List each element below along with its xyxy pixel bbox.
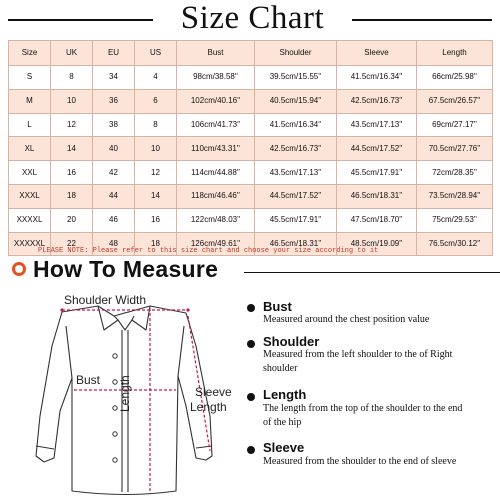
table-cell: 126cm/49.61'' — [177, 232, 255, 256]
table-cell: 39.5cm/15.55'' — [255, 66, 337, 90]
bullet-icon — [247, 304, 255, 312]
table-cell: 4 — [135, 66, 177, 90]
table-cell: 40 — [93, 137, 135, 161]
table-cell: XXL — [9, 161, 51, 185]
table-cell: 45.5cm/17.91'' — [337, 161, 417, 185]
shoulder-description: Measured from the left shoulder to the of Right shoulder — [263, 349, 453, 374]
table-cell: 34 — [93, 66, 135, 90]
table-cell: 110cm/43.31'' — [177, 137, 255, 161]
sleeve-length-label: Length — [190, 400, 227, 414]
table-cell: 44.5cm/17.52'' — [337, 137, 417, 161]
table-row — [9, 137, 493, 161]
shirt-button — [113, 354, 117, 358]
size-note: PLEASE NOTE: Please refer to this size chart and choose your size according to it — [38, 247, 379, 255]
table-cell: 44.5cm/17.52'' — [255, 184, 337, 208]
table-cell: 16 — [51, 161, 93, 185]
section-title: How To Measure — [33, 256, 219, 282]
measure-endpoint — [186, 308, 189, 311]
bust-heading: Bust — [263, 299, 292, 314]
table-cell: 8 — [135, 113, 177, 137]
table-cell: XL — [9, 137, 51, 161]
table-cell: 16 — [135, 208, 177, 232]
shirt-cuff — [36, 446, 212, 449]
table-cell: 75cm/29.53'' — [417, 208, 493, 232]
title-rule-left — [8, 19, 153, 21]
measure-endpoint — [60, 308, 63, 311]
length-label: Length — [118, 375, 132, 412]
table-cell: 42.5cm/16.73'' — [337, 89, 417, 113]
shirt-button — [113, 380, 117, 384]
table-header-row — [9, 41, 493, 66]
table-cell: 73.5cm/28.94'' — [417, 184, 493, 208]
column-header: Shoulder — [255, 41, 337, 66]
shirt-button — [113, 406, 117, 410]
length-heading: Length — [263, 387, 307, 402]
table-cell: 41.5cm/16.34'' — [255, 113, 337, 137]
table-cell: 6 — [135, 89, 177, 113]
bullet-icon — [247, 446, 255, 454]
table-cell: 38 — [93, 113, 135, 137]
table-cell: 43.5cm/17.13'' — [255, 161, 337, 185]
table-cell: 12 — [135, 161, 177, 185]
column-header: Sleeve — [337, 41, 417, 66]
table-cell: 45.5cm/17.91'' — [255, 208, 337, 232]
table-cell: 46.5cm/18.31'' — [255, 232, 337, 256]
bust-label: Bust — [76, 373, 101, 387]
table-cell: 48 — [93, 232, 135, 256]
shirt-button — [113, 432, 117, 436]
table-cell: S — [9, 66, 51, 90]
table-cell: 67.5cm/26.57'' — [417, 89, 493, 113]
table-cell: 44 — [93, 184, 135, 208]
table-cell: 14 — [51, 137, 93, 161]
table-cell: 42.5cm/16.73'' — [255, 137, 337, 161]
table-cell: L — [9, 113, 51, 137]
table-row — [9, 184, 493, 208]
table-cell: 8 — [51, 66, 93, 90]
column-header: Bust — [177, 41, 255, 66]
table-row — [9, 66, 493, 90]
table-cell: 20 — [51, 208, 93, 232]
page-title: Size Chart — [180, 0, 325, 36]
table-cell: 118cm/46.46'' — [177, 184, 255, 208]
bullet-icon — [247, 393, 255, 401]
table-cell: 102cm/40.16'' — [177, 89, 255, 113]
table-cell: 46.5cm/18.31'' — [337, 184, 417, 208]
table-cell: 114cm/44.88'' — [177, 161, 255, 185]
table-cell: 12 — [51, 113, 93, 137]
table-cell: 47.5cm/18.70'' — [337, 208, 417, 232]
bust-description: Measured around the chest position value — [263, 314, 430, 325]
shirt-sleeve-seam — [66, 326, 184, 378]
table-cell: 10 — [135, 137, 177, 161]
table-cell: 22 — [51, 232, 93, 256]
table-cell: 122cm/48.03'' — [177, 208, 255, 232]
table-row — [9, 161, 493, 185]
table-cell: 42 — [93, 161, 135, 185]
table-row — [9, 113, 493, 137]
column-header: EU — [93, 41, 135, 66]
table-cell: 72cm/28.35'' — [417, 161, 493, 185]
table-cell: 18 — [51, 184, 93, 208]
table-cell: 46 — [93, 208, 135, 232]
section-rule — [244, 272, 500, 273]
table-cell: 14 — [135, 184, 177, 208]
size-chart-table — [8, 40, 493, 256]
table-cell: XXXL — [9, 184, 51, 208]
table-row — [9, 208, 493, 232]
shoulder-heading: Shoulder — [263, 334, 320, 349]
shoulder-width-label: Shoulder Width — [64, 293, 147, 307]
table-cell: 106cm/41.73'' — [177, 113, 255, 137]
table-cell: 36 — [93, 89, 135, 113]
table-cell: 40.5cm/15.94'' — [255, 89, 337, 113]
table-row — [9, 89, 493, 113]
column-header: UK — [51, 41, 93, 66]
table-cell: XXXXL — [9, 208, 51, 232]
sleeve-label: Sleeve — [195, 385, 232, 399]
sleeve-description: Measured from the shoulder to the end of sleeve — [263, 456, 457, 467]
table-cell: 69cm/27.17'' — [417, 113, 493, 137]
table-cell: 70.5cm/27.76'' — [417, 137, 493, 161]
length-description: The length from the top of the shoulder to the end of the hip — [263, 403, 463, 428]
column-header: Length — [417, 41, 493, 66]
bullet-icon — [247, 340, 255, 348]
table-cell: 43.5cm/17.13'' — [337, 113, 417, 137]
sleeve-heading: Sleeve — [263, 440, 305, 455]
title-bar — [0, 2, 500, 38]
table-cell: 76.5cm/30.12'' — [417, 232, 493, 256]
column-header: Size — [9, 41, 51, 66]
table-cell: 18 — [135, 232, 177, 256]
table-cell: 41.5cm/16.34'' — [337, 66, 417, 90]
circle-icon — [12, 262, 26, 276]
table-cell: 98cm/38.58'' — [177, 66, 255, 90]
table-cell: M — [9, 89, 51, 113]
column-header: US — [135, 41, 177, 66]
table-cell: 48.5cm/19.09'' — [337, 232, 417, 256]
title-rule-right — [352, 19, 492, 21]
shirt-button — [113, 458, 117, 462]
table-cell: XXXXXL — [9, 232, 51, 256]
table-cell: 10 — [51, 89, 93, 113]
table-cell: 66cm/25.98'' — [417, 66, 493, 90]
